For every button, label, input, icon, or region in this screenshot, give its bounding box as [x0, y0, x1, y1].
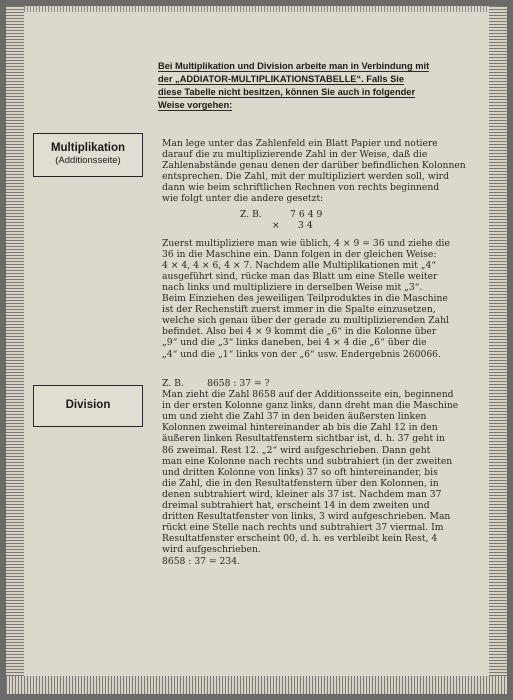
text-line: Beim Einziehen des jeweiligen Teilproduktes in die Maschine [162, 293, 448, 305]
text-line: welche sich genau über der gerade zu multiplizierenden Zahl [162, 315, 449, 327]
text-line: nach links und multipliziere in derselben Weise mit „3“. [162, 281, 423, 293]
intro-paragraph [158, 60, 474, 112]
text-line: Man lege unter das Zahlenfeld ein Blatt Papier und notiere [162, 138, 438, 149]
intro-line: diese Tabelle nicht besitzen, können Sie auch in folgender [158, 87, 416, 97]
intro-line: Weise vorgehen: [158, 100, 233, 110]
example-multiplier: 34 [298, 220, 316, 231]
text-line: und dritten Kolonne von links) 37 so oft hintereinander, bis [162, 466, 438, 478]
decorative-border-right [489, 6, 507, 694]
example-operator: × [272, 220, 280, 231]
text-line: „9“ und die „3“ links daneben, bei 4 × 4 die „6“ über die [162, 337, 427, 349]
text-line: man eine Kolonne nach rechts und subtrahiert (in der zweiten [162, 455, 453, 467]
text-line: ist der Rechenstift zuerst immer in die Spalte einzusetzen, [162, 304, 436, 316]
text-line: darauf die zu multiplizierende Zahl in der Weise, daß die [162, 149, 428, 161]
multiplication-text [162, 138, 478, 360]
text-line: 36 in die Maschine ein. Dann folgen in der gleichen Weise: [162, 248, 437, 260]
text-line: 86 zweimal. Rest 12. „2“ wird aufgeschrieben. Dann geht [162, 444, 431, 456]
text-line: dritten Resultatfenster von links, 3 wird aufgeschrieben. Man [162, 511, 451, 523]
text-line: die Zahl, die in den Resultatfenstern über den Kolonnen, in [162, 477, 439, 489]
text-line: befindet. Also bei 4 × 9 kommt die „6“ in die Kolonne über [162, 326, 437, 338]
intro-line: der „ADDIATOR-MULTIPLIKATIONSTABELLE“. Falls Sie [158, 74, 405, 84]
text-line: Resultatfenster erscheint 00, d. h. es verbleibt kein Rest, 4 [162, 533, 438, 545]
division-heading: Division [65, 399, 111, 411]
text-line: Kolonnen zweimal hintereinander ab bis die Zahl 12 in den [162, 422, 438, 434]
decorative-border-top [6, 6, 507, 12]
multiplication-example [240, 209, 325, 231]
text-line: dreimal subtrahiert hat, erscheint 14 in dem zweiten und [162, 500, 430, 512]
example-multiplicand: 7649 [290, 209, 326, 220]
example-prefix: Z. B. [240, 209, 262, 220]
text-line: rückt eine Stelle nach rechts und subtrahiert 37 viermal. Im [162, 522, 444, 534]
text-line: denen subtrahiert wird, kleiner als 37 ist. Nachdem man 37 [162, 488, 442, 500]
text-line: äußeren linken Resultatfenstern sichtbar ist, d. h. 37 geht in [162, 433, 445, 445]
division-heading-box [33, 385, 143, 427]
text-line: Zahlenabstände genau denen der darüber befindlichen Kolonnen [162, 160, 466, 172]
text-line: entsprechen. Die Zahl, mit der multipliziert werden soll, wird [162, 171, 449, 183]
multiplication-subheading: (Additionsseite) [55, 155, 121, 166]
decorative-border-left [6, 6, 24, 694]
text-line: „4“ und die „1“ links von der „6“ usw. Endergebnis 260066. [162, 348, 441, 360]
text-line: 4 × 4, 4 × 6, 4 × 7. Nachdem alle Multiplikationen mit „4“ [162, 259, 437, 271]
text-line: Man zieht die Zahl 8658 auf der Additionsseite ein, beginnend [162, 389, 454, 401]
multiplication-heading: Multiplikation [50, 142, 126, 154]
division-text [162, 378, 478, 567]
text-line: in der ersten Kolonne ganz links, dann dreht man die Maschine [162, 400, 459, 412]
text-line: 8658 : 37 = 234. [162, 555, 241, 567]
text-line: um und zieht die Zahl 37 in den beiden äußersten linken [162, 411, 427, 423]
text-line: wird aufgeschrieben. [162, 544, 261, 556]
multiplication-heading-box [33, 133, 143, 177]
decorative-border-bottom [6, 676, 507, 694]
text-line: dann wie beim schriftlichen Rechnen von rechts beginnend [162, 182, 440, 194]
text-line: ausgeführt sind, rücke man das Blatt um eine Stelle weiter [162, 270, 438, 282]
intro-line: Bei Multiplikation und Division arbeite man in Verbindung mit [158, 61, 430, 71]
text-line: Z. B. 8658 : 37 = ? [162, 378, 270, 389]
text-line: wie folgt unter die andere gesetzt: [162, 193, 324, 205]
text-line: Zuerst multipliziere man wie üblich, 4 × 9 = 36 und ziehe die [162, 237, 450, 249]
